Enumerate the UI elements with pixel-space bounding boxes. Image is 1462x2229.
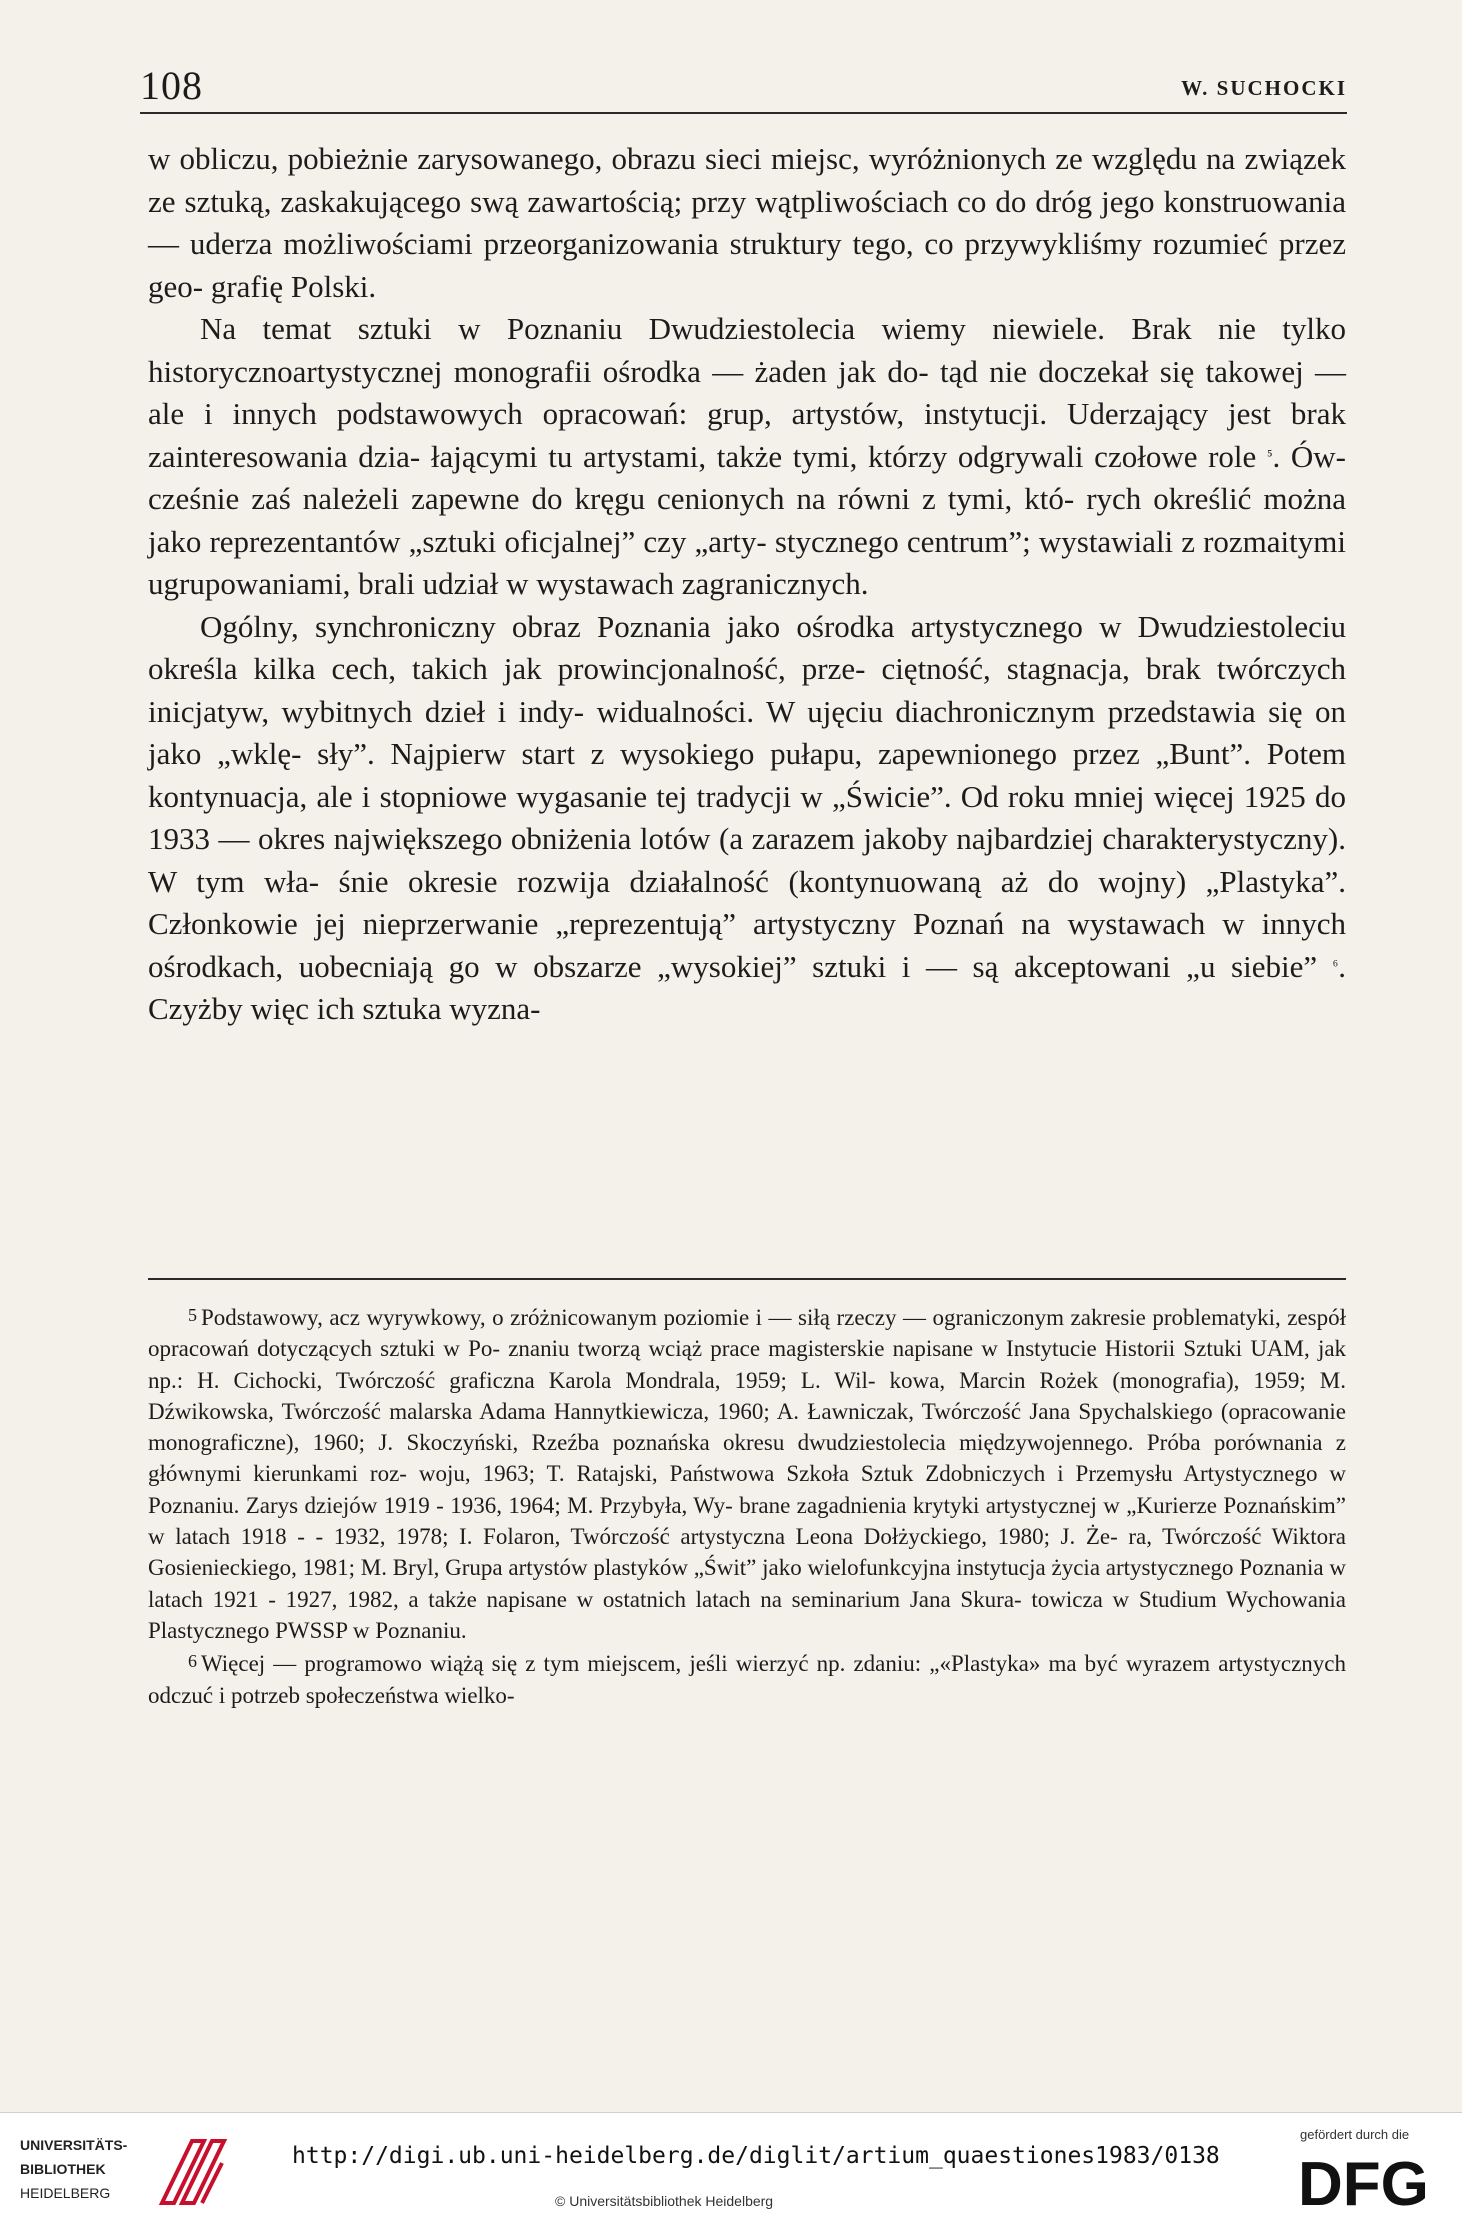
footnote-line: Więcej — programowo wiążą się z tym miejscem, jeśli wierzyć np. zdaniu: [201,1651,922,1677]
footnote-line: ograniczonym zakresie problematyki, zespół opracowań dotyczących sztuki w Po- [148,1305,1347,1362]
text-line: przeorganizowania struktury tego, co przywykliśmy rozumieć przez geo- [148,226,1347,304]
footnote-line: kowa, Marcin Rożek (monografia), 1959; M. Dźwikowska, Twórczość malarska [148,1367,1347,1424]
text-line: wystawach w innych ośrodkach, uobecniają go w obszarze „wysokiej” [148,906,1346,984]
text-line: wątpliwościach co do dróg jego konstruowania — uderza możliwościami [148,183,1346,261]
footnote-separator [148,1278,1346,1280]
text-line: łającymi tu artystami, także tymi, którzy odgrywali czołowe role ⁵. Ów- [430,438,1346,474]
footnote-number: 5 [188,1305,197,1325]
footnote-line: woju, 1963; T. Ratajski, Państwowa Szkoła Sztuk Zdobniczych i Przemysłu [418,1461,1173,1487]
paragraph [148,308,1346,606]
text-line: w obliczu, pobieżnie zarysowanego, obrazu sieci miejsc, wyróżnionych [148,141,1047,176]
footnote-line: towicza w Studium Wychowania Plastycznego PWSSP w Poznaniu. [148,1586,1346,1643]
footnote [148,1300,1346,1646]
text-line: stycznego centrum”; wystawiali z rozmaitymi ugrupowaniami, brali [148,523,1346,601]
footnote-line: ra, Twórczość Wiktora Gosienieckiego, 1981; M. Bryl, Grupa artystów plastyków [148,1524,1347,1581]
footnote-line: jak np.: H. Cichocki, Twórczość graficzna Karola Mondrala, 1959; L. Wil- [148,1336,1347,1393]
text-line: Członkowie jej nieprzerwanie „reprezentują” artystyczny Poznań na [148,906,1051,941]
paragraph [148,138,1346,308]
footnote-line: brane zagadnienia krytyki artystycznej w „Kurierze Poznańskim” w latach 1918 - [148,1492,1347,1550]
dfg-logo[interactable] [1298,2147,1438,2217]
footnote [148,1646,1346,1711]
text-line: grafię Polski. [210,268,377,304]
footnote-line: Artystycznego w Poznaniu. Zarys dziejów 1919 - 1936, 1964; M. Przybyła, Wy- [148,1461,1347,1518]
footnote-line: 1921 - 1927, 1982, a także napisane w ostatnich latach na seminarium Jana Skura- [212,1586,1022,1612]
text-line: udział w wystawach zagranicznych. [422,566,869,601]
footnote-reference: ⁶ [1332,957,1339,975]
text-line: sztuki i — są akceptowani „u siebie” ⁶. Czyżby więc ich sztuka wyzna- [148,948,1346,1026]
text-line: widualności. W ujęciu diachronicznym przedstawia się on jako „wklę- [148,693,1346,771]
footnote-line: znaniu tworzą wciąż prace magisterskie napisane w Instytucie Historii Sztuki UAM, [508,1336,1310,1362]
copyright-notice: © Universitätsbibliothek Heidelberg [555,2193,774,2209]
text-line: nie tylko historycznoartystycznej monografii ośrodka — żaden jak do- [148,311,1346,389]
funded-by-label: gefördert durch die [1300,2127,1410,2142]
footnote-number: 6 [188,1651,197,1672]
footnote-line: Podstawowy, acz wyrywkowy, o zróżnicowanym poziomie i — siłą rzeczy — [201,1305,926,1330]
footnote-line: dwudziestolecia międzywojennego. Próba porównania z głównymi kierunkami roz- [148,1430,1346,1487]
library-logo[interactable] [20,2133,260,2213]
library-name-line3: HEIDELBERG [20,2185,111,2201]
library-name-line1: UNIVERSITÄTS- [20,2137,128,2153]
text-line: rych określić można jako reprezentantów „sztuki oficjalnej” czy „arty- [148,481,1346,559]
footnote-line: „«Plastyka» ma być wyrazem artystycznych odczuć i potrzeb społeczeństwa wielko- [148,1651,1346,1708]
text-line: lotów (a zarazem jakoby najbardziej charakterystyczny). W tym wła- [148,821,1346,899]
running-head: W. SUCHOCKI [1181,76,1347,100]
text-line: śnie okresie rozwija działalność (kontynuowaną aż do wojny) „Plastyka”. [338,863,1346,899]
footnote-line: (opracowanie monograficzne), 1960; J. Skoczyński, Rzeźba poznańska okresu [148,1398,1347,1456]
viewer-footer-bar [0,2112,1462,2229]
text-line: cześnie zaś należeli zapewne do kręgu cenionych na równi z tymi, któ- [148,481,1075,516]
text-line: Potem kontynuacja, ale i stopniowe wygasanie tej tradycji w „Świcie”. [148,736,1346,814]
page-number: 108 [140,63,203,108]
paragraph [148,606,1346,1031]
text-line: ze względu na związek ze sztuką, zaskakującego swą zawartością; przy [148,141,1346,219]
dfg-logo-text: DFG [1298,2150,1429,2217]
text-line: ciętność, stagnacja, brak twórczych inicjatyw, wybitnych dzieł i indy- [148,651,1347,729]
footnote-line: - 1932, 1978; I. Folaron, Twórczość artystyczna Leona Dołżyckiego, 1980; J. Że- [315,1524,1118,1550]
text-line: Od roku mniej więcej 1925 do 1933 — okres największego obniżenia [148,778,1347,856]
body-text [148,138,1346,1031]
text-line: Ogólny, synchroniczny obraz Poznania jako ośrodka artystycznego [200,608,1083,644]
footnote-line: „Świt” jako wielofunkcyjna instytucja życia artystycznego Poznania w latach [148,1555,1346,1612]
text-line: grup, artystów, instytucji. Uderzający jest brak zainteresowania dzia- [148,396,1347,474]
library-emblem-icon [152,2133,242,2213]
page-header [140,62,1347,114]
footnote-reference: ⁵ [1266,447,1273,465]
document-url-link[interactable]: http://digi.ub.uni-heidelberg.de/diglit/artium_quaestiones1983/0138 [292,2143,1220,2169]
footnote-line: Adama Hannytkiewicza, 1960; A. Ławniczak, Twórczość Jana Spychalskiego [479,1398,1213,1424]
text-line: tąd nie doczekał się takowej — ale i innych podstawowych opracowań: [148,353,1346,431]
library-name-line2: BIBLIOTHEK [20,2161,106,2177]
text-line: Na temat sztuki w Poznaniu Dwudziestolecia wiemy niewiele. Brak [200,311,1192,346]
footnotes [148,1300,1346,1711]
text-line: w Dwudziestoleciu określa kilka cech, takich jak prowincjonalność, prze- [148,608,1346,686]
text-line: sły”. Najpierw start z wysokiego pułapu, zapewnionego przez „Bunt”. [317,736,1252,771]
